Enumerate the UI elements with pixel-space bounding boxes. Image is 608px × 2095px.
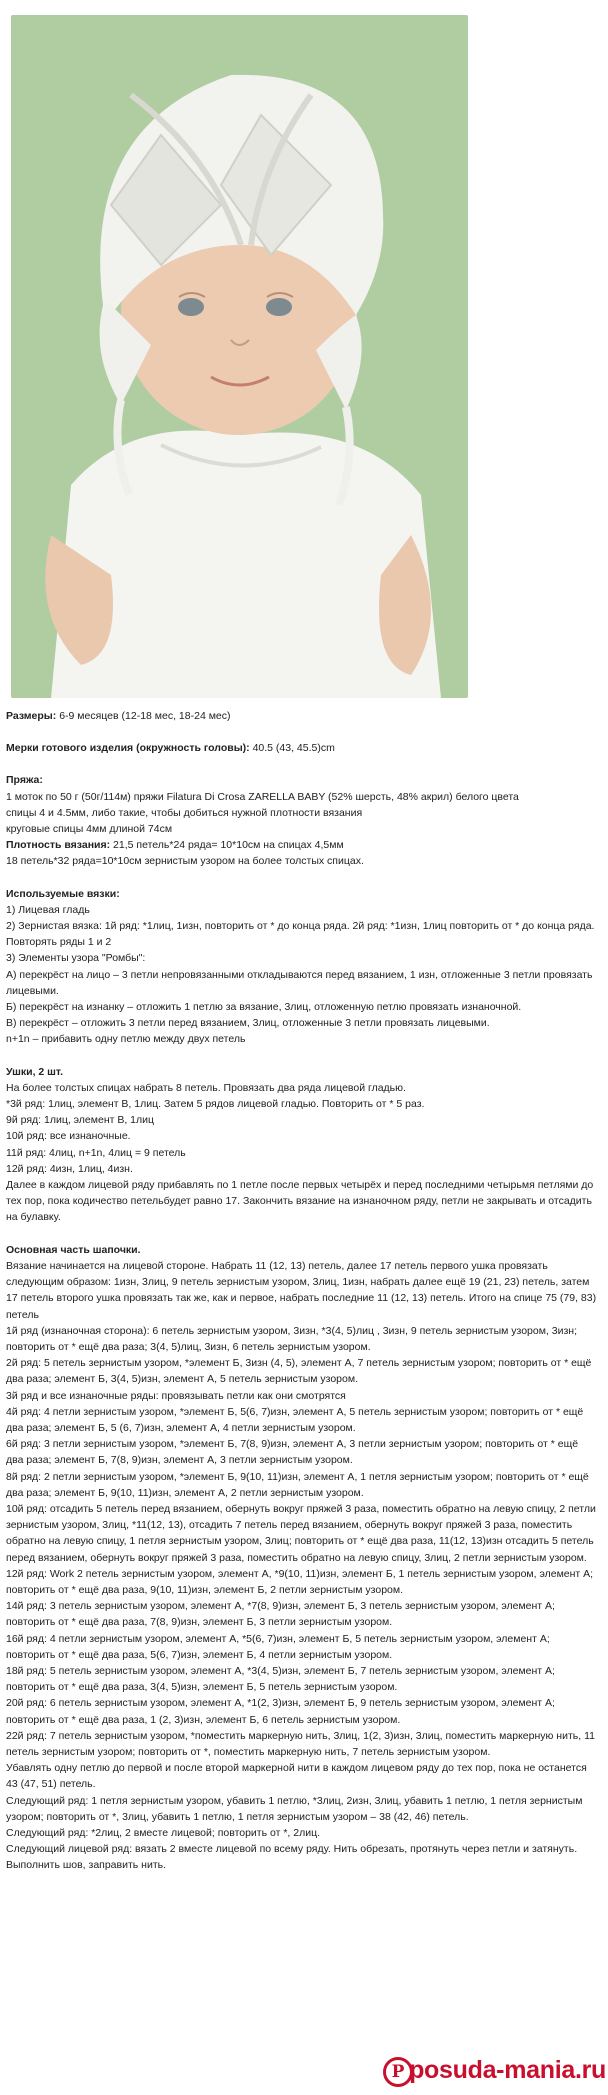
main-line: Убавлять одну петлю до первой и после второй маркерной нити в каждом лицевом ряду до тех пор, пока не останется 43 (47, 51) петель. — [6, 1762, 587, 1791]
baby-photo — [11, 15, 468, 698]
ears-line: *3й ряд: 1лиц, элемент В, 1лиц. Затем 5 рядов лицевой гладью. Повторить от * 5 раз. — [6, 1098, 425, 1111]
main-line: 22й ряд: 7 петель зернистым узором, *поместить маркерную нить, 3лиц, 1(2, 3)изн, 3лиц, поместить маркерную нить, 11 петель зернистым узором; повторить от *, поместить маркерную нить, 7 петель зернистым узором. — [6, 1729, 595, 1758]
pattern-line: n+1n – прибавить одну петлю между двух петель — [6, 1033, 246, 1046]
gauge-value: 21,5 петель*24 ряда= 10*10см на спицах 4,5мм — [110, 839, 344, 852]
main-line: Выполнить шов, заправить нить. — [6, 1859, 167, 1872]
sizes-label: Размеры: — [6, 710, 57, 722]
main-line: 16й ряд: 4 петли зернистым узором, элемент А, *5(6, 7)изн, элемент Б, 5 петель зернистым узором, элемент А; повторить от * ещё два раза, 5(6, 7)изн, элемент Б, 4 петли зернистым узором. — [6, 1632, 550, 1661]
main-line: 1й ряд (изнаночная сторона): 6 петель зернистым узором, 3изн, *3(4, 5)лиц , 3изн, 9 петель зернистым узором, 3изн; повторить от * ещё два раза; 3(4, 5)лиц, 3изн, 6 петель зернистым узором. — [6, 1324, 578, 1353]
watermark — [358, 2025, 608, 2095]
gauge-label: Плотность вязания: — [6, 839, 111, 852]
ears-line: 9й ряд: 1лиц, элемент В, 1лиц — [6, 1114, 155, 1127]
baby-shirt — [51, 431, 441, 698]
main-line: 20й ряд: 6 петель зернистым узором, элемент А, *1(2, 3)изн, элемент Б, 9 петель зернистым узором, элемент А; повторить от * ещё два раза, 1 (2, 3)изн, элемент Б, 6 петель зернистым узором. — [6, 1697, 555, 1726]
main-line: Следующий ряд: 1 петля зернистым узором, убавить 1 петлю, *3лиц, 2изн, 3лиц, убавить 1 петлю, 1 петля зернистым узором; повторить от *, 3лиц, убавить 1 петлю, 1 петля зернистым узором – 38 (42, 46) петель. — [6, 1794, 583, 1823]
measurements-label: Мерки готового изделия (окружность головы): — [6, 742, 250, 755]
main-line: 8й ряд: 2 петли зернистым узором, *элемент Б, 9(10, 11)изн, элемент А, 1 петля зернистым узором; повторить от * ещё два раза; элемент Б, 9(10, 11)изн, элемент А, 2 петли зернистым узором. — [6, 1470, 589, 1499]
ears-line: На более толстых спицах набрать 8 петель. Провязать два ряда лицевой гладью. — [6, 1081, 406, 1094]
sizes-line — [6, 708, 598, 724]
sizes-value: 6-9 месяцев (12-18 мес, 18-24 мес) — [56, 710, 231, 722]
pattern-line: В) перекрёст – отложить 3 петли перед вязанием, 3лиц, отложенные 3 петли провязать лицевыми. — [6, 1017, 490, 1030]
main-line: 10й ряд: отсадить 5 петель перед вязанием, обернуть вокруг пряжей 3 раза, поместить обратно на левую спицу, 2 петли зернистым узором, 3лиц, *11(12, 13), отсадить 7 петель перед вязанием, обернуть вокруг пряжей 3 раза, поместить обратно на левую спицу, 1 петля зернистым узором, 3лиц; повторить от * ещё два раза, 11(12, 13)изн отсадить 5 петель перед вязанием, обернуть вокруг пряжей 3 раза, поместить обратно на левую спицу, 3лиц, 2 петли зернистым узором. — [6, 1502, 596, 1564]
ears-line: 10й ряд: все изнаночные. — [6, 1130, 131, 1143]
ears-line: Далее в каждом лицевой ряду прибавлять по 1 петле после первых четырёх и перед последними четырьмя петлями до тех пор, пока кодичество петельбудет равно 17. Закончить вязание на изнаночном ряду, петли не закрывать и отсадить на булавку. — [6, 1179, 594, 1224]
ears-heading: Ушки, 2 шт. — [6, 1065, 64, 1078]
pattern-line: А) перекрёст на лицо – 3 петли непровязанными откладываются перед вязанием, 1 изн, отложенные 3 петли провязать лицевыми. — [6, 968, 593, 997]
main-line: 18й ряд: 5 петель зернистым узором, элемент А, *3(4, 5)изн, элемент Б, 7 петель зернистым узором, элемент А; повторить от * ещё два раза, 3(4, 5)изн, элемент Б, 5 петель зернистым узором. — [6, 1664, 555, 1694]
main-line: 12й ряд: Work 2 петель зернистым узором, элемент А, *9(10, 11)изн, элемент Б, 1 петель зернистым узором, элемент А; повторить от * ещё два раза, 9(10, 11)изн, элемент Б, 2 петли зернистым узором. — [6, 1567, 594, 1596]
ears-line: 12й ряд: 4изн, 1лиц, 4изн. — [6, 1162, 133, 1175]
yarn-heading: Пряжа: — [6, 774, 43, 787]
main-line: 3й ряд и все изнаночные ряды: провязывать петли как они смотрятся — [6, 1389, 346, 1402]
main-line: Следующий лицевой ряд: вязать 2 вместе лицевой по всему ряду. Нить обрезать, протянуть через петли и затянуть. — [6, 1843, 578, 1856]
watermark-logo-icon: P — [383, 2057, 413, 2087]
pattern-line: 2) Зернистая вязка: 1й ряд: *1лиц, 1изн, повторить от * до конца ряда. 2й ряд: *1изн, 1лиц повторить от * до конца ряда. Повторять ряды 1 и 2 — [6, 920, 595, 949]
ears-line: 11й ряд: 4лиц, n+1n, 4лиц = 9 петель — [6, 1146, 186, 1159]
baby-photo-art — [11, 15, 468, 698]
article-content — [6, 708, 598, 1874]
yarn-line: круговые спицы 4мм длиной 74см — [6, 823, 173, 836]
measurements-line — [6, 740, 598, 756]
gauge-line-2: 18 петель*32 ряда=10*10см зернистым узором на более толстых спицах. — [6, 855, 364, 868]
main-heading: Основная часть шапочки. — [6, 1243, 141, 1256]
pattern-line: 1) Лицевая гладь — [6, 903, 90, 916]
patterns-heading: Используемые вязки: — [6, 887, 120, 900]
yarn-line: 1 моток по 50 г (50г/114м) пряжи Filatura Di Crosa ZARELLA BABY (52% шерсть, 48% акрил) белого цвета — [6, 790, 519, 803]
pattern-line: Б) перекрёст на изнанку – отложить 1 петлю за вязание, 3лиц, отложенную петлю провязать изнаночной. — [6, 1001, 522, 1014]
pattern-line: 3) Элементы узора "Ромбы": — [6, 952, 146, 965]
measurements-value: 40.5 (43, 45.5)cm — [249, 742, 335, 755]
main-line: 4й ряд: 4 петли зернистым узором, *элемент Б, 5(6, 7)изн, элемент А, 5 петель зернистым узором; повторить от * ещё два раза; элемент Б, 5 (6, 7)изн, элемент А, 4 петли зернистым узором. — [6, 1405, 584, 1434]
main-line: Следующий ряд: *2лиц, 2 вместе лицевой; повторить от *, 2лиц. — [6, 1827, 321, 1839]
watermark-text: posuda-mania.ru — [409, 2056, 606, 2084]
yarn-line: спицы 4 и 4.5мм, либо такие, чтобы добиться нужной плотности вязания — [6, 806, 363, 819]
main-line: 6й ряд: 3 петли зернистым узором, *элемент Б, 7(8, 9)изн, элемент А, 3 петли зернистым узором; повторить от * ещё два раза; элемент Б, 7(8, 9)изн, элемент А, 3 петли зернистым узором. — [6, 1438, 579, 1467]
main-line: 2й ряд: 5 петель зернистым узором, *элемент Б, 3изн (4, 5), элемент А, 7 петель зернистым узором; повторить от * ещё два раза; элемент Б, 3(4, 5)изн, элемент А, 5 петель зернистым узором. — [6, 1357, 592, 1386]
gauge-line — [6, 837, 598, 853]
main-line: Вязание начинается на лицевой стороне. Набрать 11 (12, 13) петель, далее 17 петель первого ушка провязать следующим образом: 1изн, 3лиц, 9 петель зернистым узором, 3лиц, 1изн, набрать далее ещё 19 (21, 23) петель, затем 17 петель второго ушка провязать так же, как и первое, набрать последние 11 (12, 13) петель. Итого на спице 75 (79, 83) петель — [6, 1259, 597, 1321]
main-line: 14й ряд: 3 петель зернистым узором, элемент А, *7(8, 9)изн, элемент Б, 3 петель зернистым узором, элемент А; повторить от * ещё два раза, 7(8, 9)изн, элемент Б, 3 петли зернистым узором. — [6, 1600, 555, 1629]
